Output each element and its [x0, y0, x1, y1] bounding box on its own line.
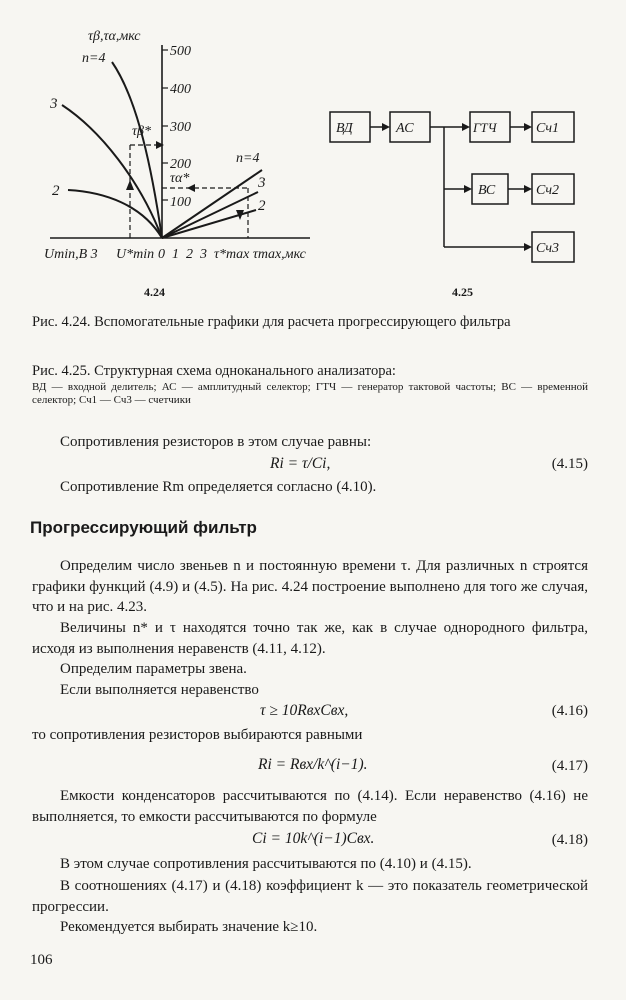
label-n4-right: n=4 — [236, 151, 260, 166]
block-sch1-label: Сч1 — [536, 121, 560, 136]
ytick-500: 500 — [170, 44, 191, 59]
ytick-100: 100 — [170, 195, 191, 210]
eq-number-4-15: (4.15) — [551, 456, 588, 472]
label-tau-alpha-star: τα* — [170, 171, 190, 186]
formula-4-17: Ri = Rвх/k^(i−1). — [258, 756, 368, 773]
block-as-label: АС — [396, 121, 414, 136]
block-sch2-label: Сч2 — [536, 183, 560, 198]
ytick-300: 300 — [170, 120, 191, 135]
label-curve-right-2: 2 — [258, 198, 266, 214]
paragraph-3: Определим число звеньев n и постоянную времени τ. Для различных n строятся графики функций (4.9) и (4.5). На рис. 4.24 построение выполнено для того же случая, что и на рис. 4.23. — [32, 558, 588, 615]
paragraph-10: В соотношениях (4.17) и (4.18) коэффициент k — это показатель геометрической прогрессии. — [32, 878, 588, 915]
page-number: 106 — [30, 952, 53, 968]
section-heading: Прогрессирующий фильтр — [30, 518, 257, 537]
label-n4-left: n=4 — [82, 51, 106, 66]
paragraph-5: Определим параметры звена. — [60, 661, 247, 677]
paragraph-6: Если выполняется неравенство — [60, 682, 259, 698]
x-label-tau-max: τ*max τmax,мкс — [214, 247, 306, 262]
label-tau-beta-star: τβ* — [132, 124, 151, 139]
x-label-umin-star: U*min — [116, 247, 155, 262]
curve-left-2 — [68, 190, 162, 238]
caption-4-25-title: Рис. 4.25. Структурная схема одноканального анализатора: — [32, 363, 396, 379]
block-vd-label: ВД — [336, 121, 353, 136]
paragraph-9: В этом случае сопротивления рассчитываются по (4.10) и (4.15). — [60, 856, 472, 872]
caption-4-25-legend: ВД — входной делитель; АС — амплитудный селектор; ГТЧ — генератор тактовой частоты; ВС — временной селектор; Сч1 — Сч3 — счетчики — [32, 381, 588, 406]
paragraph-8: Емкости конденсаторов рассчитываются по (4.14). Если неравенство (4.16) не выполняется, то емкости рассчитываются по формуле — [32, 788, 588, 825]
x-ticks-right: 0 1 2 3 — [158, 247, 207, 262]
formula-4-15: Ri = τ/Ci, — [270, 455, 331, 472]
paragraph-1: Сопротивления резисторов в этом случае равны: — [60, 434, 372, 450]
label-curve-left-3: 3 — [50, 96, 58, 112]
block-vs-label: ВС — [478, 183, 496, 198]
label-curve-right-3: 3 — [258, 175, 266, 191]
x-label-umin: Umin,В 3 — [44, 247, 98, 262]
eq-number-4-16: (4.16) — [551, 703, 588, 719]
figure-4-24 — [30, 20, 330, 280]
figure-4-24-number: 4.24 — [144, 285, 165, 299]
formula-4-18: Ci = 10k^(i−1)Cвх. — [252, 830, 375, 847]
figure-4-25 — [320, 100, 600, 270]
ytick-400: 400 — [170, 82, 191, 97]
eq-number-4-17: (4.17) — [551, 758, 588, 774]
block-gtch-label: ГТЧ — [473, 120, 497, 135]
paragraph-4: Величины n* и τ находятся точно так же, как в случае однородного фильтра, исходя из выполнения неравенств (4.11, 4.12). — [32, 620, 588, 657]
y-axis-label: τβ,τα,мкс — [88, 29, 141, 44]
figure-4-25-number: 4.25 — [452, 285, 473, 299]
paragraph-2: Сопротивление Rm определяется согласно (4.10). — [60, 479, 377, 495]
label-curve-left-2: 2 — [52, 183, 60, 199]
caption-4-24: Рис. 4.24. Вспомогательные графики для расчета прогрессирующего фильтра — [32, 314, 511, 330]
paragraph-7: то сопротивления резисторов выбираются равными — [32, 727, 363, 743]
block-sch3-label: Сч3 — [536, 241, 560, 256]
formula-4-16: τ ≥ 10RвхCвх, — [260, 702, 349, 719]
ytick-200: 200 — [170, 157, 191, 172]
eq-number-4-18: (4.18) — [551, 832, 588, 848]
paragraph-11: Рекомендуется выбирать значение k≥10. — [60, 919, 318, 935]
